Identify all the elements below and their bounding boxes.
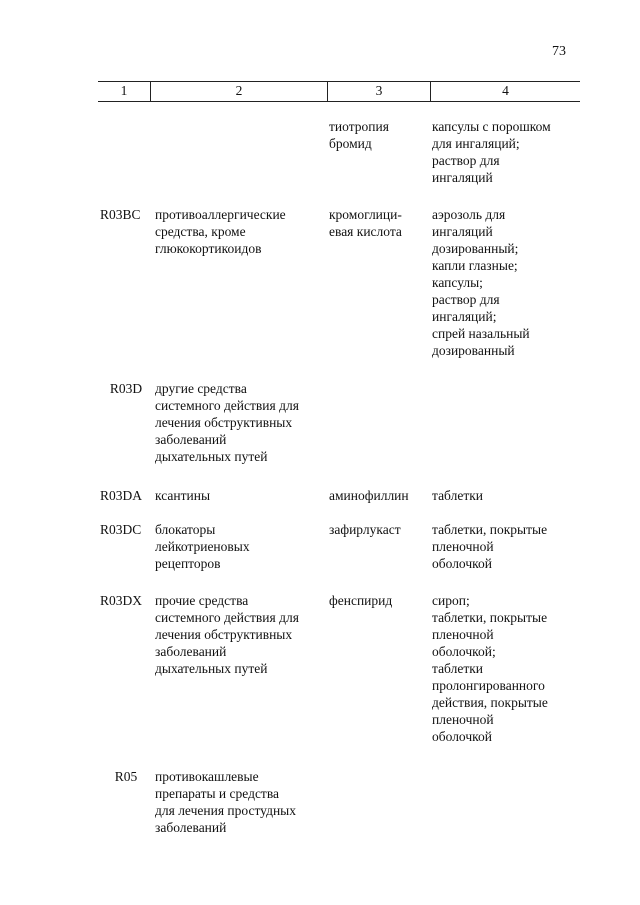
group-name-line: препараты и средства <box>155 786 280 801</box>
group-name-line: заболеваний <box>155 644 227 659</box>
atc-code: R03BC <box>100 207 141 222</box>
substance-cell <box>329 118 424 152</box>
group-name-line: лейкотриеновых <box>155 539 250 554</box>
form-line: пленочной <box>432 627 494 642</box>
substance-line: зафирлукаст <box>329 522 401 537</box>
forms-cell <box>432 206 572 359</box>
form-line: для ингаляций; <box>432 136 520 151</box>
substance-line: евая кислота <box>329 224 402 239</box>
group-name-cell <box>155 521 319 572</box>
group-name-line: заболеваний <box>155 432 227 447</box>
form-line: пленочной <box>432 712 494 727</box>
form-line: пленочной <box>432 539 494 554</box>
atc-code: R03D <box>109 381 143 396</box>
form-line: дозированный; <box>432 241 519 256</box>
form-line: таблетки, покрытые <box>432 522 548 537</box>
group-name-line: для лечения простудных <box>155 803 296 818</box>
substance-line: кромоглици- <box>329 207 402 222</box>
group-name-line: прочие средства <box>155 593 249 608</box>
forms-cell <box>432 521 572 572</box>
form-line: аэрозоль для <box>432 207 506 222</box>
form-line: пролонгированного <box>432 678 545 693</box>
substance-line: бромид <box>329 136 372 151</box>
group-name-cell <box>155 206 319 257</box>
form-line: сироп; <box>432 593 470 608</box>
group-name-cell <box>155 768 319 836</box>
table-header <box>98 81 580 102</box>
header-col-1: 1 <box>120 83 128 98</box>
substance-cell <box>329 592 424 609</box>
header-col-2: 2 <box>150 82 327 101</box>
group-name-line: дыхательных путей <box>155 661 268 676</box>
forms-cell <box>432 487 572 504</box>
atc-code: R03DC <box>100 522 142 537</box>
header-col-4: 4 <box>430 82 580 101</box>
group-name-line: дыхательных путей <box>155 449 268 464</box>
form-line: ингаляций <box>432 224 493 239</box>
substance-line: аминофиллин <box>329 488 409 503</box>
group-name-line: блокаторы <box>155 522 216 537</box>
group-name-line: средства, кроме <box>155 224 246 239</box>
form-line: спрей назальный <box>432 326 530 341</box>
group-name-line: лечения обструктивных <box>155 627 293 642</box>
forms-cell <box>432 592 572 745</box>
form-line: дозированный <box>432 343 515 358</box>
form-line: капсулы с порошком <box>432 119 551 134</box>
group-name-line: лечения обструктивных <box>155 415 293 430</box>
substance-cell <box>329 487 424 504</box>
form-line <box>432 152 572 169</box>
atc-code: R03DA <box>100 488 143 503</box>
group-name-line: глюкокортикоидов <box>155 241 262 256</box>
form-line: оболочкой <box>432 556 492 571</box>
forms-cell <box>432 118 572 186</box>
form-line: ингаляций; <box>432 309 497 324</box>
group-name-line: рецепторов <box>155 556 221 571</box>
group-name-line: заболеваний <box>155 820 227 835</box>
form-line: таблетки <box>432 488 484 503</box>
atc-code: R05 <box>114 769 138 784</box>
form-line: раствор для <box>432 292 500 307</box>
form-line: капли глазные; <box>432 258 518 273</box>
form-line: оболочкой <box>432 729 492 744</box>
group-name-line: противоаллергические <box>155 207 286 222</box>
group-name-cell <box>155 592 319 677</box>
group-name-line: противокашлевые <box>155 769 259 784</box>
substance-cell <box>329 521 424 538</box>
group-name-cell <box>155 380 319 465</box>
group-name-line: ксантины <box>155 488 211 503</box>
form-line-text: раствор для <box>432 153 500 168</box>
atc-code: R03DX <box>100 593 143 608</box>
form-line: капсулы; <box>432 275 483 290</box>
form-line: ингаляций <box>432 170 493 185</box>
header-col-3: 3 <box>327 82 430 101</box>
group-name-cell <box>155 487 319 504</box>
group-name-line: системного действия для <box>155 610 299 625</box>
group-name-line: другие средства <box>155 381 247 396</box>
form-line: оболочкой; <box>432 644 496 659</box>
page-number: 73 <box>552 44 566 59</box>
substance-line: фенспирид <box>329 593 393 608</box>
form-line: таблетки, покрытые <box>432 610 548 625</box>
substance-cell <box>329 206 424 240</box>
group-name-line: системного действия для <box>155 398 299 413</box>
form-line: действия, покрытые <box>432 695 548 710</box>
substance-line: тиотропия <box>329 119 389 134</box>
form-line: таблетки <box>432 661 484 676</box>
